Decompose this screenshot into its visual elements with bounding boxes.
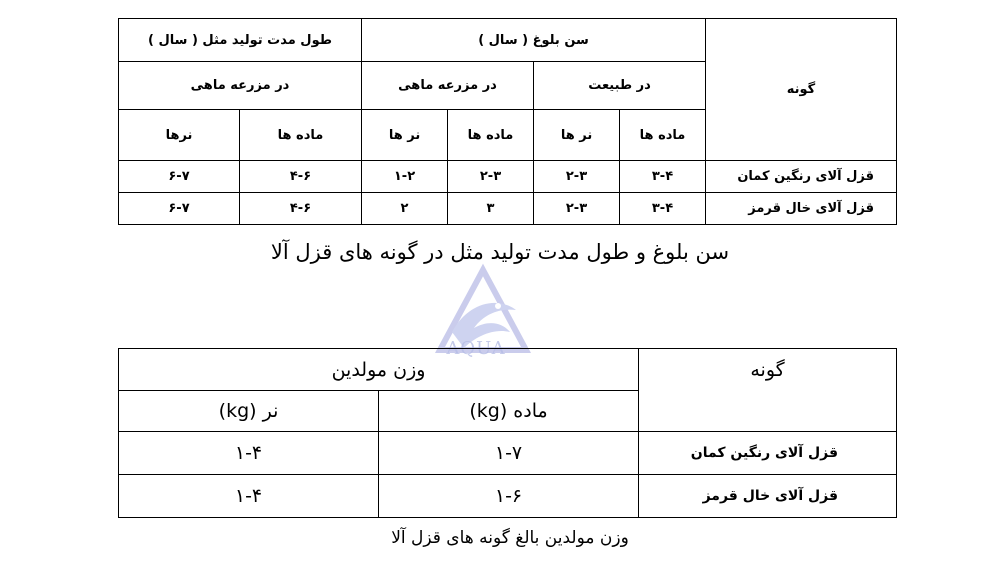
watermark-text: AQUA xyxy=(446,338,506,359)
value-cell: ۳ xyxy=(448,193,534,225)
value-cell: ۲-۳ xyxy=(448,161,534,193)
header-male: نرها xyxy=(119,110,240,161)
broodstock-weight-table xyxy=(118,348,897,518)
header-in-nature: در طبیعت xyxy=(534,62,706,110)
value-cell: ۱-۴ xyxy=(119,475,379,518)
value-cell: ۲-۳ xyxy=(534,161,620,193)
header-species: گونه xyxy=(639,349,897,432)
table-row xyxy=(119,161,897,193)
species-cell: قزل آلای رنگین کمان xyxy=(639,432,897,475)
table-row xyxy=(119,193,897,225)
species-cell: قزل آلای خال قرمز xyxy=(639,475,897,518)
header-species: گونه xyxy=(706,19,897,161)
value-cell: ۴-۶ xyxy=(240,193,362,225)
value-cell: ۱-۴ xyxy=(119,432,379,475)
value-cell: ۱-۷ xyxy=(379,432,639,475)
header-broodstock-weight: وزن مولدین xyxy=(119,349,639,391)
header-spawning-duration: طول مدت تولید مثل ( سال ) xyxy=(119,19,362,62)
header-female: ماده ها xyxy=(240,110,362,161)
value-cell: ۴-۶ xyxy=(240,161,362,193)
species-cell: قزل آلای خال قرمز xyxy=(706,193,897,225)
header-in-farm: در مزرعه ماهی xyxy=(362,62,534,110)
value-cell: ۶-۷ xyxy=(119,193,240,225)
value-cell: ۶-۷ xyxy=(119,161,240,193)
value-cell: ۱-۲ xyxy=(362,161,448,193)
value-cell: ۲ xyxy=(362,193,448,225)
value-cell: ۳-۴ xyxy=(620,193,706,225)
maturity-spawning-table xyxy=(118,18,897,225)
species-cell: قزل آلای رنگین کمان xyxy=(706,161,897,193)
header-male-kg: نر (kg) xyxy=(119,391,379,432)
table-row xyxy=(119,432,897,475)
table1-caption: سن بلوغ و طول مدت تولید مثل در گونه های قزل آلا xyxy=(270,240,730,264)
value-cell: ۲-۳ xyxy=(534,193,620,225)
header-female: ماده ها xyxy=(620,110,706,161)
header-female: ماده ها xyxy=(448,110,534,161)
table2-caption: وزن مولدین بالغ گونه های قزل آلا xyxy=(391,528,629,548)
table-row xyxy=(119,475,897,518)
header-male: نر ها xyxy=(362,110,448,161)
value-cell: ۱-۶ xyxy=(379,475,639,518)
value-cell: ۳-۴ xyxy=(620,161,706,193)
header-in-farm-spawning: در مزرعه ماهی xyxy=(119,62,362,110)
header-female-kg: ماده (kg) xyxy=(379,391,639,432)
header-maturity-age: سن بلوغ ( سال ) xyxy=(362,19,706,62)
header-male: نر ها xyxy=(534,110,620,161)
